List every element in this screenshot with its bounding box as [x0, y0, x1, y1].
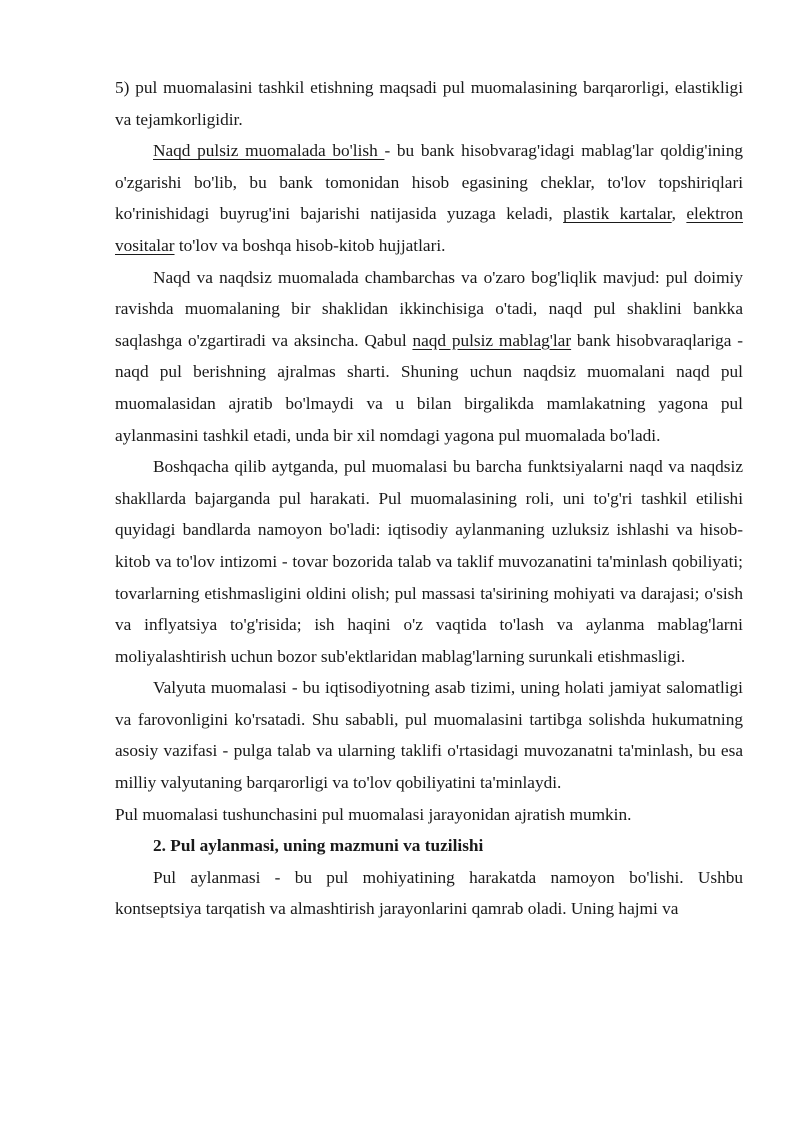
link-cashless-funds[interactable]: naqd pulsiz mablag'lar	[412, 330, 572, 350]
document-page	[115, 72, 743, 925]
paragraph-money-turnover: Pul aylanmasi - bu pul mohiyatining harakatda namoyon bo'lishi. Ushbu kontseptsiya tarqatish va almashtirish jarayonlarini qamrab oladi. Uning hajmi va	[115, 867, 743, 919]
paragraph-cashless	[115, 135, 743, 261]
text-segment: Naqd va naqdsiz muomalada chambarchas va o'zaro bog'liqlik mavjud: pul doimiy ravishda muomalaning bir shaklidan ikkinchisiga o'tadi, naqd pul shaklini bankka saqlashga o'zgartiradi va aksincha. Qabul	[115, 267, 743, 350]
paragraph-currency-circulation: Valyuta muomalasi - bu iqtisodiyotning asab tizimi, uning holati jamiyat salomatligi va farovonligini ko'rsatadi. Shu sababli, pul muomalasini tartibga solishda hukumatning asosiy vazifasi - pulga talab va ularning taklifi o'rtasidagi muvozanatni ta'minlash, bu esa milliy valyutaning barqarorligi va to'lov qobiliyatini ta'minlaydi.	[115, 678, 743, 793]
link-plastic-cards[interactable]: plastik kartalar	[563, 204, 672, 224]
paragraph-concept-separation: Pul muomalasi tushunchasini pul muomalasi jarayonidan ajratish mumkin.	[115, 804, 632, 824]
text-segment: ,	[671, 204, 687, 224]
paragraph-money-circulation-role: Boshqacha qilib aytganda, pul muomalasi bu barcha funktsiyalarni naqd va naqdsiz shakllarda bajarganda pul harakati. Pul muomalasining roli, uni to'g'ri tashkil etilishi quyidagi bandlarda namoyon bo'ladi: iqtisodiy aylanmaning uzluksiz ishlashi va hisob-kitob va to'lov intizomi - tovar bozorida talab va taklif muvozanatini ta'minlash qobiliyati; tovarlarning etishmasligini oldini olish; pul massasi ta'sirining mohiyati va darajasi; o'sish va inflyatsiya to'g'risida; ish haqini o'z vaqtida to'lash va aylanma mablag'larni moliyalashtirish uchun bozor sub'ektlaridan mablag'larning surunkali etishmasligi.	[115, 457, 743, 666]
section-heading: 2. Pul aylanmasi, uning mazmuni va tuzilishi	[153, 836, 484, 856]
link-cashless-circulation[interactable]: Naqd pulsiz muomalada bo'lish	[153, 141, 385, 161]
paragraph-purpose: 5) pul muomalasini tashkil etishning maqsadi pul muomalasining barqarorligi, elastikligi va tejamkorligidir.	[115, 78, 743, 129]
paragraph-cash-noncash-link	[115, 262, 743, 452]
text-segment: bank hisobvaraqlariga - naqd pul berishning ajralmas sharti. Shuning uchun naqdsiz muomalani naqd pul muomalasidan ajratib bo'lmaydi va u bilan birgalikda mamlakatning yagona pul aylanmasini tashkil etadi, unda bir xil nomdagi yagona pul muomalada bo'ladi.	[115, 330, 743, 445]
link-electronic-means[interactable]: elektron vositalar	[115, 204, 743, 255]
text-segment: to'lov va boshqa hisob-kitob hujjatlari.	[174, 235, 446, 255]
text-segment: - bu bank hisobvarag'idagi mablag'lar qoldig'ining o'zgarishi bo'lib, bu bank tomonidan hisob egasining cheklar, to'lov topshiriqlari ko'rinishidagi buyrug'ini bajarishi natijasida yuzaga keladi,	[115, 141, 743, 224]
